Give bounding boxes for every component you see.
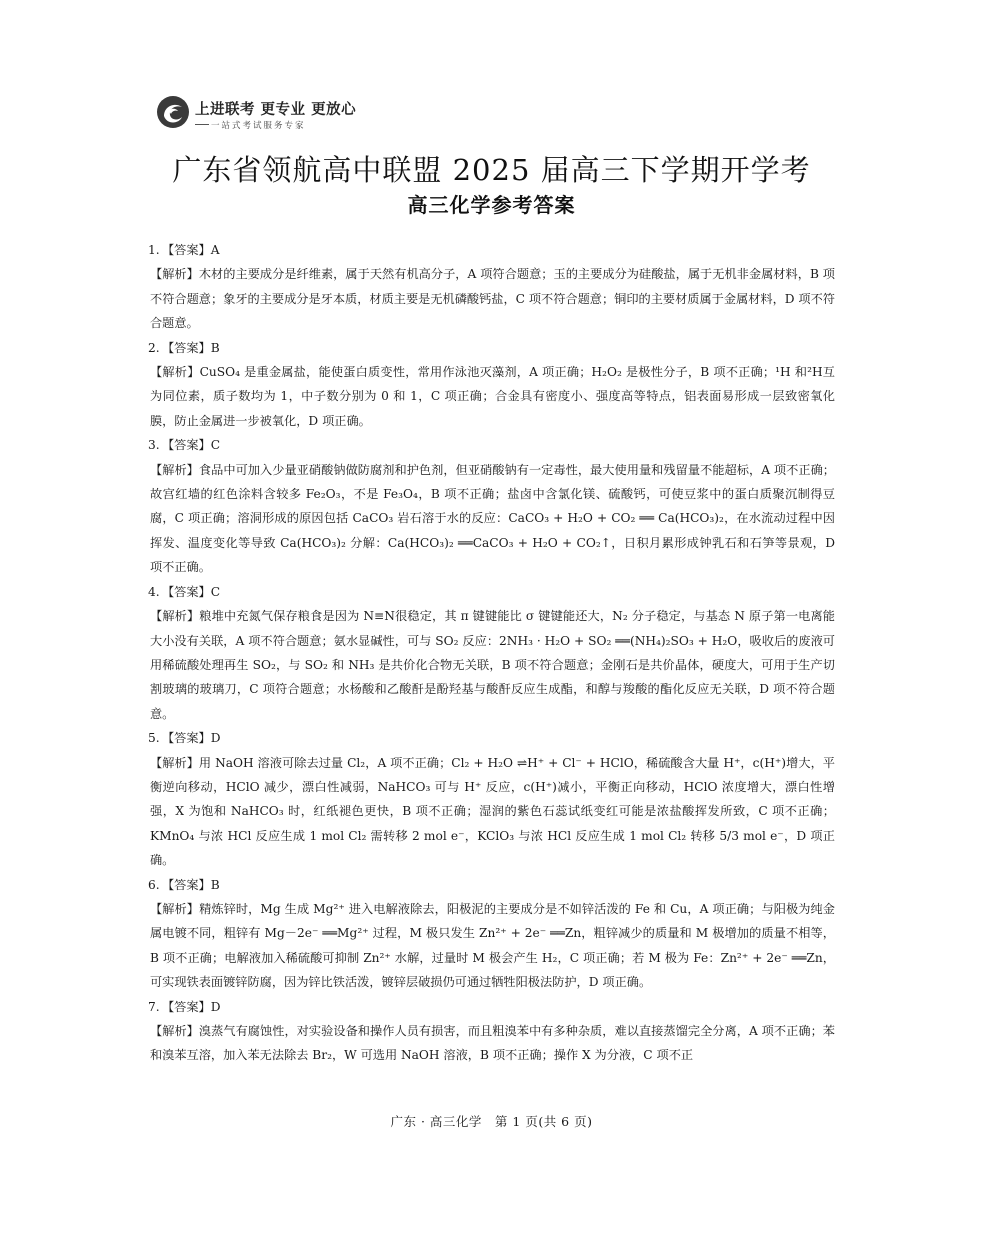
explanation-text: 【解析】溴蒸气有腐蚀性，对实验设备和操作人员有损害，而且粗溴苯中有多种杂质，难以直接蒸馏完全分离，A 项不正确；苯和溴苯互溶，加入苯无法除去 Br₂，W 可选用 NaOH 溶液，B 项不正确；操作 X 为分液，C 项不正 (150, 1024, 835, 1063)
explanation-text: 【解析】食品中可加入少量亚硝酸钠做防腐剂和护色剂，但亚硝酸钠有一定毒性，最大使用量和残留量不能超标，A 项不正确；故宫红墙的红色涂料含较多 Fe₂O₃，不是 Fe₃O₄，B 项不正确；盐卤中含氯化镁、硫酸钙，可使豆浆中的蛋白质聚沉制得豆腐，C 项正确；溶洞形成的原因包括 CaCO₃ 岩石溶于水的反应：CaCO₃ + H₂O + CO₂ ══ Ca(HCO₃)₂，在水流动过程中因挥发、温度变化等导致 Ca(HCO₃)₂ 分解：Ca(HCO₃)₂ ══CaCO₃ + H₂O + CO₂↑，日积月累形成钟乳石和石笋等景观，D 项不正确。 (150, 462, 835, 575)
question-4 (150, 580, 835, 726)
answer-text: 【答案】B (162, 340, 220, 355)
explanation-text: 【解析】用 NaOH 溶液可除去过量 Cl₂，A 项不正确；Cl₂ + H₂O ⇌H⁺ + Cl⁻ + HClO，稀硫酸含大量 H⁺，c(H⁺)增大，平衡逆向移动，HClO 减少，漂白性减弱，NaHCO₃ 可与 H⁺ 反应，c(H⁺)减小，平衡正向移动，HClO 浓度增大，漂白性增强，X 为饱和 NaHCO₃ 时，红纸褪色更快，B 项不正确；湿润的紫色石蕊试纸变红可能是浓盐酸挥发所致，C 项不正确；KMnO₄ 与浓 HCl 反应生成 1 mol Cl₂ 需转移 2 mol e⁻，KClO₃ 与浓 HCl 反应生成 1 mol Cl₂ 转移 5/3 mol e⁻，D 项正确。 (150, 755, 835, 868)
answer-text: 【答案】D (162, 999, 221, 1014)
question-number: 6. (148, 877, 160, 892)
question-number: 2. (148, 340, 160, 355)
page-footer: 广东 · 高三化学 第 1 页(共 6 页) (390, 1114, 593, 1129)
question-1 (150, 238, 835, 336)
answer-line (148, 726, 835, 750)
answer-list (150, 238, 835, 1068)
header-slogan: 上进联考 更专业 更放心 (195, 102, 357, 118)
question-number: 7. (148, 999, 160, 1014)
question-number: 5. (148, 731, 160, 746)
header-subslogan: 一站式考试服务专家 (211, 121, 306, 131)
question-number: 4. (148, 584, 160, 599)
question-7 (150, 995, 835, 1068)
answer-text: 【答案】C (162, 438, 221, 453)
header-logo (155, 92, 395, 132)
answer-line (148, 433, 835, 457)
page-subtitle: 高三化学参考答案 (407, 193, 576, 217)
answer-text: 【答案】C (162, 584, 221, 599)
explanation-text: 【解析】CuSO₄ 是重金属盐，能使蛋白质变性，常用作泳池灭藻剂，A 项正确；H₂O₂ 是极性分子，B 项不正确；¹H 和²H互为同位素，质子数均为 1，中子数分别为 0 和 1，C 项正确；合金具有密度小、强度高等特点，铝表面易形成一层致密氧化膜，防止金属进一步被氧化，D 项正确。 (150, 365, 835, 428)
question-3 (150, 433, 835, 579)
answer-line (148, 238, 835, 262)
question-number: 1. (148, 243, 160, 257)
answer-line (148, 873, 835, 897)
question-2 (150, 336, 835, 434)
logo-swirl-icon (155, 94, 191, 130)
answer-line (148, 336, 835, 360)
question-5 (150, 726, 835, 872)
answer-line (148, 995, 835, 1019)
explanation-text: 【解析】木材的主要成分是纤维素，属于天然有机高分子，A 项符合题意；玉的主要成分为硅酸盐，属于无机非金属材料，B 项不符合题意；象牙的主要成分是牙本质，材质主要是无机磷酸钙盐，C 项不符合题意；铜印的主要材质属于金属材料，D 项不符合题意。 (150, 267, 835, 331)
question-number: 3. (148, 438, 160, 453)
header-divider (195, 124, 209, 125)
answer-text: 【答案】A (162, 243, 220, 257)
answer-text: 【答案】B (162, 877, 220, 892)
page-title: 广东省领航高中联盟 2025 届高三下学期开学考 (172, 153, 811, 187)
answer-line (148, 580, 835, 604)
explanation-text: 【解析】精炼锌时，Mg 生成 Mg²⁺ 进入电解液除去，阳极泥的主要成分是不如锌活泼的 Fe 和 Cu，A 项正确；与阳极为纯金属电镀不同，粗锌有 Mg－2e⁻ ══Mg²⁺ 过程，M 极只发生 Zn²⁺ + 2e⁻ ══Zn，粗锌减少的质量和 M 极增加的质量不相等，B 项不正确；电解液加入稀硫酸可抑制 Zn²⁺ 水解，过量时 M 极会产生 H₂，C 项正确；若 M 极为 Fe：Zn²⁺ + 2e⁻ ══Zn，可实现铁表面镀锌防腐，因为锌比铁活泼，镀锌层破损仍可通过牺牲阳极法防护，D 项正确。 (150, 901, 835, 990)
question-6 (150, 873, 835, 995)
explanation-text: 【解析】粮堆中充氮气保存粮食是因为 N≡N很稳定，其 π 键键能比 σ 键键能还大，N₂ 分子稳定，与基态 N 原子第一电离能大小没有关联，A 项不符合题意；氨水显碱性，可与 SO₂ 反应：2NH₃ · H₂O + SO₂ ══(NH₄)₂SO₃ + H₂O，吸收后的废液可用稀硫酸处理再生 SO₂，与 SO₂ 和 NH₃ 是共价化合物无关联，B 项不符合题意；金刚石是共价晶体，硬度大，可用于生产切割玻璃的玻璃刀，C 项符合题意；水杨酸和乙酸酐是酚羟基与酸酐反应生成酯，和醇与羧酸的酯化反应无关联，D 项不符合题意。 (150, 609, 835, 721)
answer-text: 【答案】D (162, 731, 221, 746)
